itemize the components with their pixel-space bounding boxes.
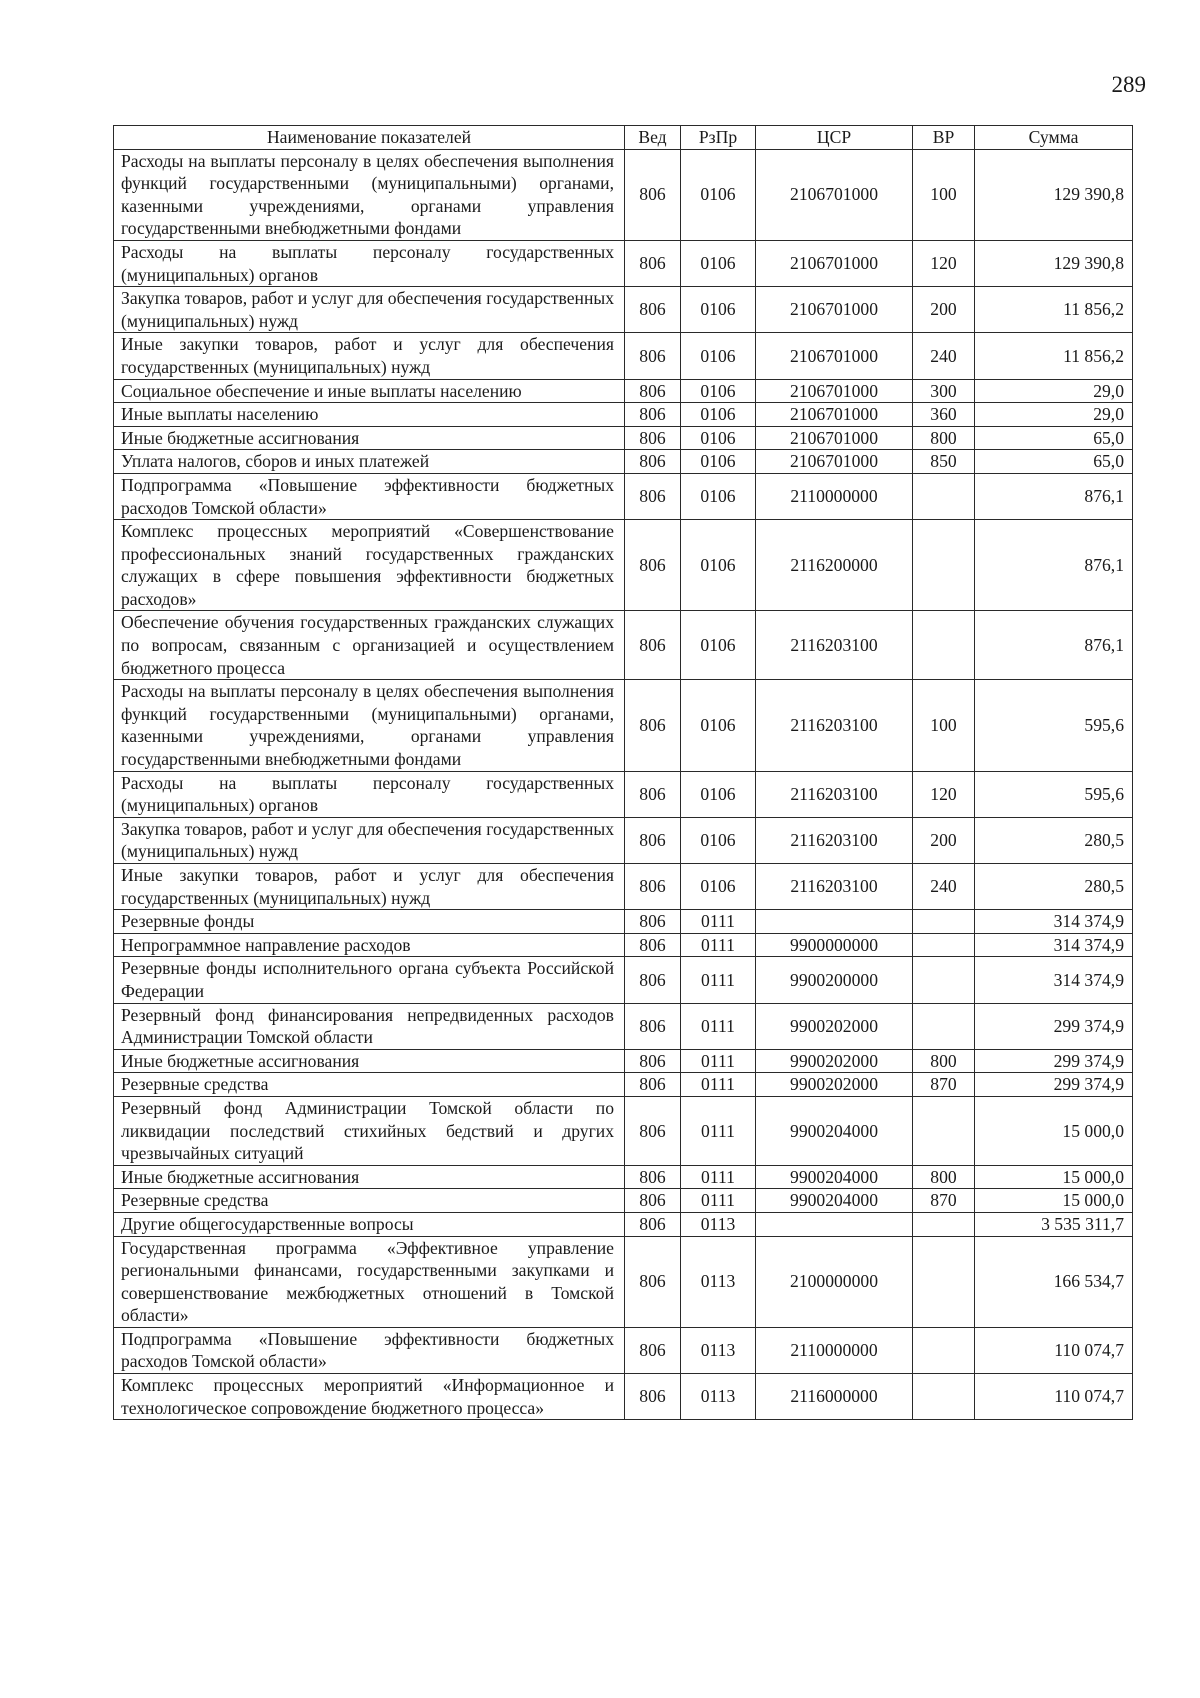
cell-rzpr: 0111 xyxy=(681,1003,756,1049)
cell-name: Иные бюджетные ассигнования xyxy=(114,426,625,450)
cell-csr: 2116203100 xyxy=(756,817,913,863)
cell-ved: 806 xyxy=(625,403,681,427)
cell-rzpr: 0106 xyxy=(681,520,756,611)
cell-csr: 9900204000 xyxy=(756,1189,913,1213)
cell-rzpr: 0113 xyxy=(681,1212,756,1236)
cell-ved: 806 xyxy=(625,1327,681,1373)
cell-rzpr: 0106 xyxy=(681,771,756,817)
cell-vr: 800 xyxy=(913,426,975,450)
cell-csr xyxy=(756,1212,913,1236)
cell-rzpr: 0106 xyxy=(681,864,756,910)
cell-rzpr: 0113 xyxy=(681,1327,756,1373)
cell-ved: 806 xyxy=(625,333,681,379)
cell-csr: 2106701000 xyxy=(756,333,913,379)
cell-name: Обеспечение обучения государственных гражданских служащих по вопросам, связанным с организацией и осуществлением бюджетного процесса xyxy=(114,611,625,680)
table-row xyxy=(114,611,1133,680)
table-row xyxy=(114,1165,1133,1189)
header-vr: ВР xyxy=(913,126,975,150)
cell-vr xyxy=(913,957,975,1003)
cell-name: Резервные средства xyxy=(114,1189,625,1213)
table-row xyxy=(114,1073,1133,1097)
table-row xyxy=(114,1189,1133,1213)
cell-sum: 15 000,0 xyxy=(975,1165,1133,1189)
cell-name: Социальное обеспечение и иные выплаты населению xyxy=(114,379,625,403)
cell-sum: 129 390,8 xyxy=(975,240,1133,286)
cell-rzpr: 0106 xyxy=(681,333,756,379)
cell-vr: 870 xyxy=(913,1189,975,1213)
table-header xyxy=(114,126,1133,150)
cell-sum: 280,5 xyxy=(975,864,1133,910)
cell-name: Уплата налогов, сборов и иных платежей xyxy=(114,450,625,474)
cell-vr xyxy=(913,1212,975,1236)
cell-csr: 2110000000 xyxy=(756,1327,913,1373)
cell-csr: 9900204000 xyxy=(756,1165,913,1189)
table-row xyxy=(114,403,1133,427)
cell-csr: 2106701000 xyxy=(756,450,913,474)
cell-name: Иные бюджетные ассигнования xyxy=(114,1165,625,1189)
cell-rzpr: 0106 xyxy=(681,473,756,519)
cell-name: Другие общегосударственные вопросы xyxy=(114,1212,625,1236)
header-csr: ЦСР xyxy=(756,126,913,150)
cell-csr xyxy=(756,910,913,934)
header-rzpr: РзПр xyxy=(681,126,756,150)
cell-vr xyxy=(913,611,975,680)
cell-vr: 300 xyxy=(913,379,975,403)
cell-sum: 29,0 xyxy=(975,403,1133,427)
header-sum: Сумма xyxy=(975,126,1133,150)
table-row xyxy=(114,910,1133,934)
cell-vr: 800 xyxy=(913,1049,975,1073)
cell-sum: 876,1 xyxy=(975,520,1133,611)
table-row xyxy=(114,771,1133,817)
table-row xyxy=(114,333,1133,379)
cell-vr: 200 xyxy=(913,817,975,863)
cell-sum: 314 374,9 xyxy=(975,957,1133,1003)
cell-ved: 806 xyxy=(625,1003,681,1049)
cell-rzpr: 0106 xyxy=(681,680,756,771)
cell-ved: 806 xyxy=(625,240,681,286)
cell-vr xyxy=(913,1003,975,1049)
cell-sum: 166 534,7 xyxy=(975,1236,1133,1327)
cell-sum: 299 374,9 xyxy=(975,1049,1133,1073)
cell-vr xyxy=(913,1236,975,1327)
cell-csr: 2100000000 xyxy=(756,1236,913,1327)
cell-vr: 360 xyxy=(913,403,975,427)
table-row xyxy=(114,1327,1133,1373)
cell-name: Резервные фонды xyxy=(114,910,625,934)
cell-rzpr: 0111 xyxy=(681,933,756,957)
cell-ved: 806 xyxy=(625,1096,681,1165)
table-row xyxy=(114,1236,1133,1327)
cell-ved: 806 xyxy=(625,473,681,519)
cell-sum: 595,6 xyxy=(975,771,1133,817)
cell-sum: 3 535 311,7 xyxy=(975,1212,1133,1236)
table-row xyxy=(114,473,1133,519)
page-number: 289 xyxy=(1111,72,1146,97)
cell-name: Резервные фонды исполнительного органа субъекта Российской Федерации xyxy=(114,957,625,1003)
table-row xyxy=(114,933,1133,957)
cell-rzpr: 0113 xyxy=(681,1374,756,1420)
cell-sum: 15 000,0 xyxy=(975,1189,1133,1213)
cell-vr xyxy=(913,1327,975,1373)
cell-vr: 800 xyxy=(913,1165,975,1189)
cell-name: Непрограммное направление расходов xyxy=(114,933,625,957)
cell-ved: 806 xyxy=(625,287,681,333)
cell-name: Резервный фонд Администрации Томской области по ликвидации последствий стихийных бедствий и других чрезвычайных ситуаций xyxy=(114,1096,625,1165)
cell-rzpr: 0106 xyxy=(681,379,756,403)
cell-vr xyxy=(913,933,975,957)
table-row xyxy=(114,240,1133,286)
table-row xyxy=(114,287,1133,333)
cell-sum: 15 000,0 xyxy=(975,1096,1133,1165)
cell-vr: 120 xyxy=(913,240,975,286)
cell-sum: 129 390,8 xyxy=(975,149,1133,240)
table-row xyxy=(114,379,1133,403)
cell-ved: 806 xyxy=(625,426,681,450)
cell-csr: 2116203100 xyxy=(756,680,913,771)
cell-name: Комплекс процессных мероприятий «Информационное и технологическое сопровождение бюджетного процесса» xyxy=(114,1374,625,1420)
table-row xyxy=(114,817,1133,863)
cell-name: Комплекс процессных мероприятий «Совершенствование профессиональных знаний государственных гражданских служащих в сфере повышения эффективности бюджетных расходов» xyxy=(114,520,625,611)
cell-name: Резервный фонд финансирования непредвиденных расходов Администрации Томской области xyxy=(114,1003,625,1049)
cell-name: Расходы на выплаты персоналу в целях обеспечения выполнения функций государственными (муниципальными) органами, казенными учреждениями, органами управления государственными внебюджетными фондами xyxy=(114,149,625,240)
budget-table xyxy=(113,125,1133,1420)
cell-rzpr: 0111 xyxy=(681,957,756,1003)
cell-csr: 9900000000 xyxy=(756,933,913,957)
cell-ved: 806 xyxy=(625,1189,681,1213)
cell-sum: 110 074,7 xyxy=(975,1327,1133,1373)
cell-vr: 240 xyxy=(913,864,975,910)
cell-rzpr: 0106 xyxy=(681,611,756,680)
cell-sum: 299 374,9 xyxy=(975,1003,1133,1049)
header-name: Наименование показателей xyxy=(114,126,625,150)
cell-csr: 2106701000 xyxy=(756,403,913,427)
cell-rzpr: 0106 xyxy=(681,450,756,474)
table-row xyxy=(114,1212,1133,1236)
cell-ved: 806 xyxy=(625,149,681,240)
cell-vr: 100 xyxy=(913,149,975,240)
cell-name: Подпрограмма «Повышение эффективности бюджетных расходов Томской области» xyxy=(114,473,625,519)
cell-sum: 11 856,2 xyxy=(975,287,1133,333)
cell-ved: 806 xyxy=(625,680,681,771)
cell-ved: 806 xyxy=(625,1212,681,1236)
cell-csr: 2116200000 xyxy=(756,520,913,611)
cell-ved: 806 xyxy=(625,817,681,863)
cell-vr: 100 xyxy=(913,680,975,771)
table-row xyxy=(114,149,1133,240)
cell-vr xyxy=(913,1374,975,1420)
cell-name: Закупка товаров, работ и услуг для обеспечения государственных (муниципальных) нужд xyxy=(114,817,625,863)
table-row xyxy=(114,426,1133,450)
cell-rzpr: 0111 xyxy=(681,1073,756,1097)
cell-name: Закупка товаров, работ и услуг для обеспечения государственных (муниципальных) нужд xyxy=(114,287,625,333)
cell-name: Резервные средства xyxy=(114,1073,625,1097)
cell-vr: 240 xyxy=(913,333,975,379)
cell-sum: 876,1 xyxy=(975,473,1133,519)
cell-rzpr: 0106 xyxy=(681,403,756,427)
cell-name: Иные выплаты населению xyxy=(114,403,625,427)
table-row xyxy=(114,1003,1133,1049)
cell-csr: 9900202000 xyxy=(756,1049,913,1073)
cell-csr: 2106701000 xyxy=(756,149,913,240)
cell-sum: 280,5 xyxy=(975,817,1133,863)
cell-rzpr: 0106 xyxy=(681,817,756,863)
cell-rzpr: 0111 xyxy=(681,1096,756,1165)
table-body xyxy=(114,149,1133,1420)
table-row xyxy=(114,1096,1133,1165)
cell-csr: 2116203100 xyxy=(756,611,913,680)
cell-sum: 595,6 xyxy=(975,680,1133,771)
table-row xyxy=(114,864,1133,910)
cell-csr: 2110000000 xyxy=(756,473,913,519)
cell-ved: 806 xyxy=(625,771,681,817)
cell-name: Расходы на выплаты персоналу в целях обеспечения выполнения функций государственными (муниципальными) органами, казенными учреждениями, органами управления государственными внебюджетными фондами xyxy=(114,680,625,771)
cell-name: Расходы на выплаты персоналу государственных (муниципальных) органов xyxy=(114,240,625,286)
cell-rzpr: 0106 xyxy=(681,426,756,450)
cell-name: Иные бюджетные ассигнования xyxy=(114,1049,625,1073)
cell-sum: 314 374,9 xyxy=(975,933,1133,957)
table-row xyxy=(114,680,1133,771)
cell-csr: 9900200000 xyxy=(756,957,913,1003)
table-row xyxy=(114,520,1133,611)
cell-ved: 806 xyxy=(625,1165,681,1189)
cell-rzpr: 0106 xyxy=(681,149,756,240)
cell-ved: 806 xyxy=(625,1049,681,1073)
table-row xyxy=(114,957,1133,1003)
cell-sum: 29,0 xyxy=(975,379,1133,403)
table-row xyxy=(114,1049,1133,1073)
cell-ved: 806 xyxy=(625,910,681,934)
cell-vr xyxy=(913,520,975,611)
cell-sum: 110 074,7 xyxy=(975,1374,1133,1420)
cell-rzpr: 0111 xyxy=(681,1165,756,1189)
cell-ved: 806 xyxy=(625,520,681,611)
cell-csr: 2116203100 xyxy=(756,864,913,910)
cell-rzpr: 0111 xyxy=(681,910,756,934)
cell-rzpr: 0113 xyxy=(681,1236,756,1327)
table-row xyxy=(114,450,1133,474)
cell-vr: 200 xyxy=(913,287,975,333)
cell-sum: 876,1 xyxy=(975,611,1133,680)
cell-name: Иные закупки товаров, работ и услуг для обеспечения государственных (муниципальных) нужд xyxy=(114,333,625,379)
cell-name: Подпрограмма «Повышение эффективности бюджетных расходов Томской области» xyxy=(114,1327,625,1373)
cell-vr: 120 xyxy=(913,771,975,817)
cell-vr: 870 xyxy=(913,1073,975,1097)
cell-ved: 806 xyxy=(625,1374,681,1420)
cell-csr: 2106701000 xyxy=(756,379,913,403)
cell-ved: 806 xyxy=(625,957,681,1003)
cell-csr: 2116000000 xyxy=(756,1374,913,1420)
header-ved: Вед xyxy=(625,126,681,150)
cell-csr: 9900202000 xyxy=(756,1003,913,1049)
cell-ved: 806 xyxy=(625,450,681,474)
cell-csr: 2116203100 xyxy=(756,771,913,817)
cell-sum: 65,0 xyxy=(975,426,1133,450)
cell-csr: 2106701000 xyxy=(756,287,913,333)
cell-sum: 314 374,9 xyxy=(975,910,1133,934)
cell-name: Государственная программа «Эффективное управление региональными финансами, государственными закупками и совершенствование межбюджетных отношений в Томской области» xyxy=(114,1236,625,1327)
cell-vr xyxy=(913,473,975,519)
cell-sum: 299 374,9 xyxy=(975,1073,1133,1097)
cell-vr xyxy=(913,1096,975,1165)
cell-sum: 65,0 xyxy=(975,450,1133,474)
cell-sum: 11 856,2 xyxy=(975,333,1133,379)
cell-csr: 9900202000 xyxy=(756,1073,913,1097)
cell-vr xyxy=(913,910,975,934)
cell-name: Иные закупки товаров, работ и услуг для обеспечения государственных (муниципальных) нужд xyxy=(114,864,625,910)
table-row xyxy=(114,1374,1133,1420)
cell-csr: 2106701000 xyxy=(756,426,913,450)
cell-csr: 2106701000 xyxy=(756,240,913,286)
cell-rzpr: 0106 xyxy=(681,287,756,333)
cell-csr: 9900204000 xyxy=(756,1096,913,1165)
cell-name: Расходы на выплаты персоналу государственных (муниципальных) органов xyxy=(114,771,625,817)
cell-ved: 806 xyxy=(625,611,681,680)
cell-ved: 806 xyxy=(625,933,681,957)
cell-ved: 806 xyxy=(625,864,681,910)
cell-rzpr: 0111 xyxy=(681,1189,756,1213)
cell-ved: 806 xyxy=(625,379,681,403)
cell-ved: 806 xyxy=(625,1236,681,1327)
cell-vr: 850 xyxy=(913,450,975,474)
cell-rzpr: 0106 xyxy=(681,240,756,286)
cell-ved: 806 xyxy=(625,1073,681,1097)
cell-rzpr: 0111 xyxy=(681,1049,756,1073)
